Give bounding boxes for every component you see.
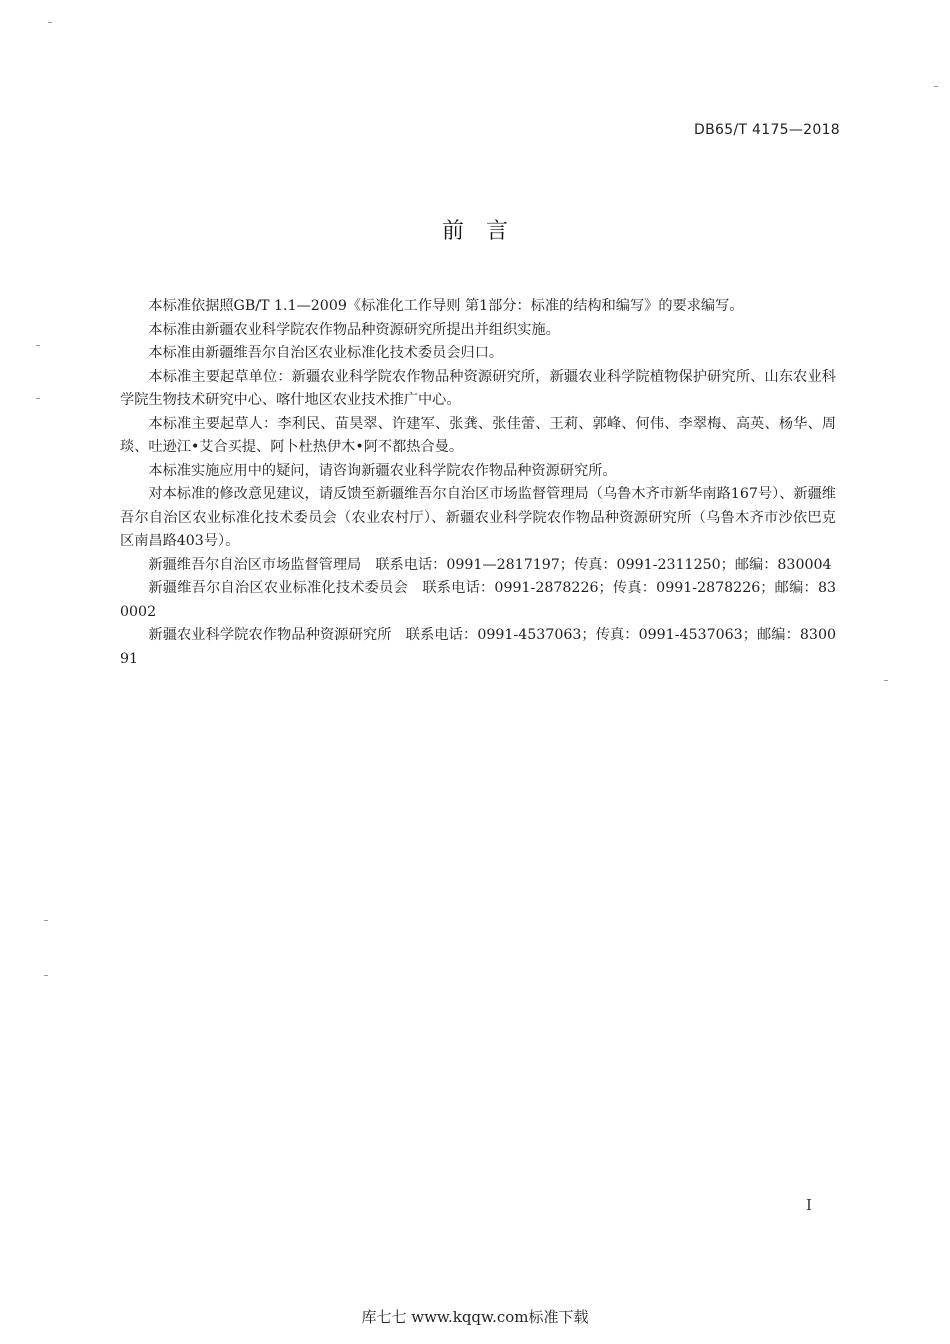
paragraph-contact-institute: 新疆农业科学院农作物品种资源研究所 联系电话：0991-4537063；传真：0991-4537063；邮编：830091 [120, 627, 836, 667]
paragraph-contact-market-bureau: 新疆维吾尔自治区市场监督管理局 联系电话：0991—2817197；传真：0991-2311250；邮编：830004 [148, 556, 832, 573]
scan-artifact [48, 22, 52, 23]
scan-artifact [884, 680, 888, 681]
paragraph-proposer: 本标准由新疆农业科学院农作物品种资源研究所提出并组织实施。 [148, 321, 560, 338]
scan-artifact [44, 920, 48, 921]
paragraph-drafting-units: 本标准主要起草单位：新疆农业科学院农作物品种资源研究所，新疆农业科学院植物保护研究所、山东农业科学院生物技术研究中心、喀什地区农业技术推广中心。 [120, 368, 836, 408]
scan-artifact [36, 345, 40, 346]
page-title: 前言 [441, 219, 530, 244]
paragraph-feedback: 对本标准的修改意见建议，请反馈至新疆维吾尔自治区市场监督管理局（乌鲁木齐市新华南路167号）、新疆维吾尔自治区农业标准化技术委员会（农业农村厅）、新疆农业科学院农作物品种资源研究所（乌鲁木齐市沙依巴克区南昌路403号）。 [120, 486, 836, 549]
paragraph-drafters: 本标准主要起草人：李利民、苗昊翠、许建军、张龚、张佳蕾、王莉、郭峰、何伟、李翠梅、高英、杨华、周琰、吐逊江•艾合买提、阿卜杜热伊木•阿不都热合曼。 [120, 415, 836, 455]
paragraph-drafting-basis: 本标准依据照GB/T 1.1—2009《标准化工作导则 第1部分：标准的结构和编写》的要求编写。 [148, 298, 744, 314]
paragraph-inquiry: 本标准实施应用中的疑问，请咨询新疆农业科学院农作物品种资源研究所。 [148, 462, 617, 479]
scan-artifact [934, 86, 938, 87]
standard-code: DB65/T 4175—2018 [694, 122, 840, 138]
foreword-body [120, 295, 836, 671]
footer-watermark: 库七七 www.kqqw.com标准下载 [361, 1308, 589, 1326]
paragraph-contact-committee: 新疆维吾尔自治区农业标准化技术委员会 联系电话：0991-2878226；传真：0991-2878226；邮编：830002 [120, 580, 836, 620]
scan-artifact [36, 398, 40, 399]
paragraph-centralized-unit: 本标准由新疆维吾尔自治区农业标准化技术委员会归口。 [148, 345, 504, 361]
page-number: I [806, 1196, 812, 1214]
scan-artifact [44, 975, 48, 976]
